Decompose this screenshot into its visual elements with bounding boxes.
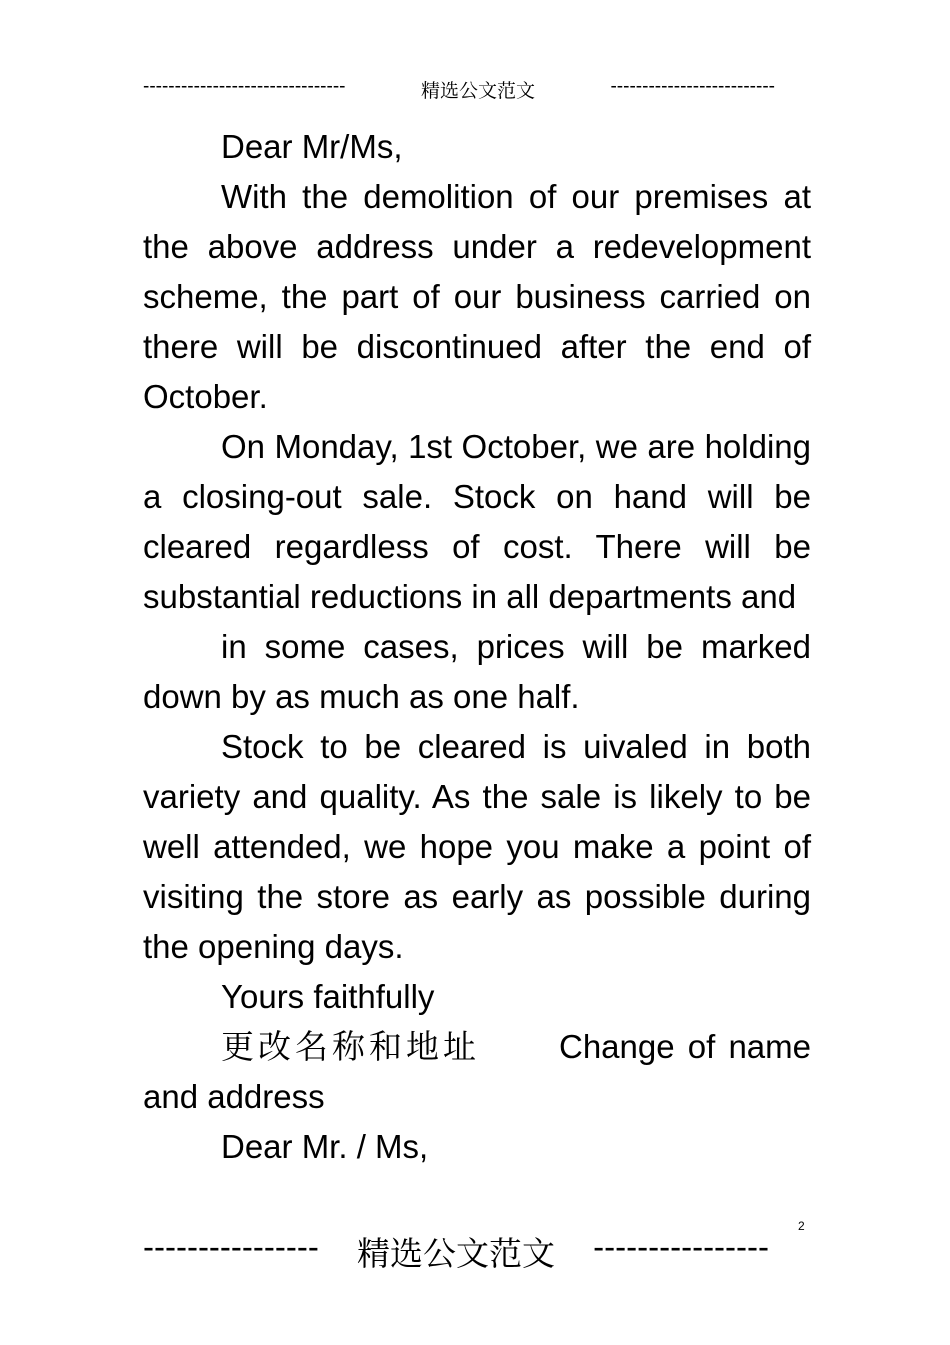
section-heading-english: Change of name and address [143,1028,811,1115]
footer-left-rule: ---------------- [143,1228,319,1265]
section-heading-chinese: 更改名称和地址 [221,1027,480,1066]
page-header [143,76,775,103]
footer-title: 精选公文范文 [357,1234,555,1273]
header-left-rule: -------------------------------- [143,76,346,97]
section-heading [143,1022,811,1122]
footer-right-rule: ---------------- [593,1228,769,1265]
paragraph-stock: Stock to be cleared is uivaled in both variety and quality. As the sale is likely to be well attended, we hope you make a point of visiting the store as early as possible during the opening days. [143,728,811,965]
letter-body [143,122,811,1172]
paragraph-demolition: With the demolition of our premises at the above address under a redevelopment scheme, the part of our business carried on there will be discontinued after the end of October. [143,178,811,415]
page-number: 2 [798,1219,805,1233]
closing: Yours faithfully [221,978,435,1015]
paragraph-sale: On Monday, 1st October, we are holding a closing-out sale. Stock on hand will be cleared regardless of cost. There will be substantial reductions in all departments and [143,428,811,615]
header-right-rule: -------------------------- [610,76,775,97]
paragraph-prices: in some cases, prices will be marked down by as much as one half. [143,628,811,715]
header-title: 精选公文范文 [420,80,535,102]
salutation-2: Dear Mr. / Ms, [221,1128,429,1165]
salutation: Dear Mr/Ms, [221,128,403,165]
page-footer [143,1228,769,1275]
